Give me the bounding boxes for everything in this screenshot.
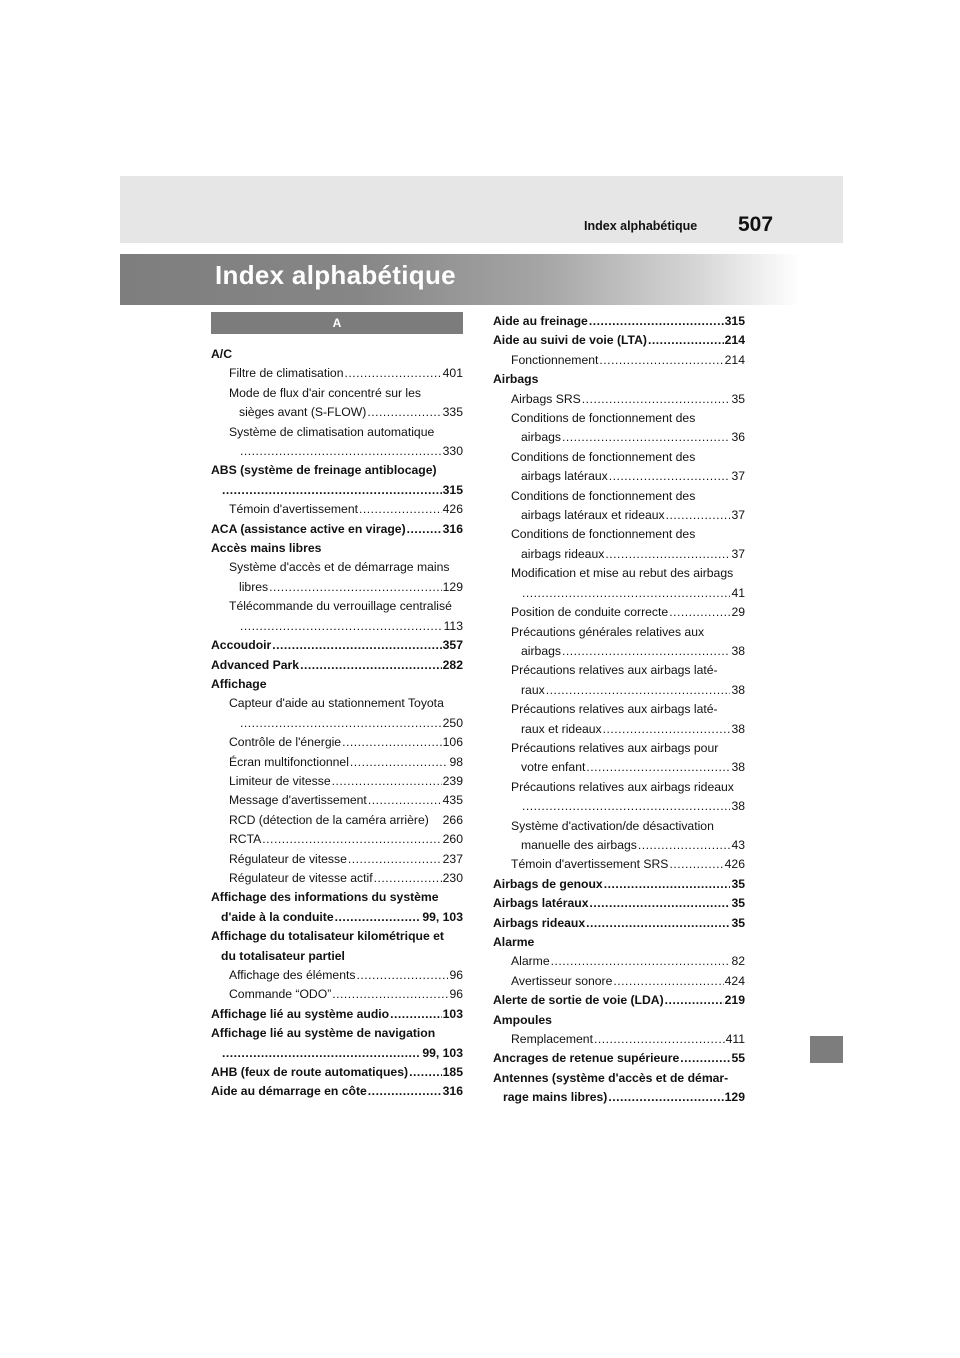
index-list-right xyxy=(493,312,745,1108)
entry-label: Filtre de climatisation xyxy=(229,366,344,381)
entry-label: RCD (détection de la caméra arrière) xyxy=(229,812,429,827)
dot-leader xyxy=(586,914,730,933)
entry-label: Affichage des éléments xyxy=(229,968,356,982)
entry-label: Témoin d'avertissement xyxy=(229,502,358,517)
entry-label: Affichage xyxy=(211,676,267,691)
entry-label: airbags latéraux xyxy=(521,469,608,484)
page-reference[interactable]: 36 xyxy=(731,430,745,445)
index-column-left xyxy=(211,312,463,1102)
entry-label: raux et rideaux xyxy=(521,721,602,736)
entry-label: Régulateur de vitesse actif xyxy=(229,870,373,885)
entry-label: Remplacement xyxy=(511,1032,593,1047)
index-subentry xyxy=(493,487,745,526)
index-entry xyxy=(493,370,745,389)
index-entry xyxy=(493,894,745,913)
entry-text: Précautions générales relatives aux xyxy=(511,624,705,639)
index-subentry xyxy=(211,753,463,772)
index-entry xyxy=(211,1024,463,1063)
dot-leader xyxy=(240,617,443,636)
entry-label: Alerte de sortie de voie (LDA) xyxy=(493,993,664,1008)
dot-leader xyxy=(356,966,448,985)
dot-leader xyxy=(342,733,442,752)
index-entry xyxy=(493,991,745,1010)
dot-leader xyxy=(332,985,448,1004)
index-subentry xyxy=(211,850,463,869)
entry-text: Affichage lié au système de navigation xyxy=(211,1026,436,1041)
section-thumb-tab xyxy=(810,1036,843,1063)
letter-heading: A xyxy=(211,312,463,334)
index-subentry xyxy=(211,985,463,1004)
dot-leader xyxy=(609,467,731,486)
index-entry xyxy=(211,1063,463,1082)
entry-text: Conditions de fonctionnement des xyxy=(511,411,696,426)
dot-leader xyxy=(562,428,730,447)
page-reference[interactable]: 35 xyxy=(731,876,745,891)
entry-label: d'aide à la conduite xyxy=(221,909,334,924)
entry-label: Ancrages de retenue supérieure xyxy=(493,1051,680,1066)
dot-leader xyxy=(269,578,442,597)
index-entry xyxy=(493,875,745,894)
entry-label: Accès mains libres xyxy=(211,541,322,556)
index-entry xyxy=(211,539,463,558)
dot-leader xyxy=(522,797,730,816)
index-entry xyxy=(493,933,745,952)
page-reference[interactable]: 35 xyxy=(731,391,745,406)
entry-label: rage mains libres) xyxy=(503,1090,608,1105)
dot-leader xyxy=(222,481,442,500)
dot-leader xyxy=(669,855,723,874)
index-subentry xyxy=(211,966,463,985)
index-subentry xyxy=(493,525,745,564)
dot-leader xyxy=(222,1044,421,1063)
index-subentry xyxy=(211,811,463,830)
index-entry xyxy=(211,1005,463,1024)
page-reference[interactable]: 214 xyxy=(724,352,745,367)
dot-leader xyxy=(613,972,723,991)
page-reference[interactable]: 219 xyxy=(724,993,745,1008)
page-reference[interactable]: 98 xyxy=(449,754,463,769)
dot-leader xyxy=(546,681,731,700)
index-column-right xyxy=(493,312,745,1108)
index-subentry xyxy=(211,772,463,791)
entry-text: Conditions de fonctionnement des xyxy=(511,527,696,542)
entry-label: Airbags rideaux xyxy=(493,915,586,930)
page-reference[interactable]: 37 xyxy=(731,546,745,561)
entry-label: RCTA xyxy=(229,832,262,847)
index-entry xyxy=(493,1069,745,1108)
dot-leader xyxy=(359,500,442,519)
entry-text: Capteur d'aide au stationnement Toyota xyxy=(229,696,444,711)
entry-text: Système de climatisation automatique xyxy=(229,424,435,439)
entry-label: votre enfant xyxy=(521,760,586,775)
page-reference[interactable]: 230 xyxy=(442,870,463,885)
dot-leader xyxy=(666,506,731,525)
running-header: Index alphabétique xyxy=(584,219,698,233)
entry-label: Position de conduite correcte xyxy=(511,605,669,620)
page-reference[interactable]: 96 xyxy=(449,987,463,1002)
entry-label: Airbags de genoux xyxy=(493,876,603,891)
dot-leader xyxy=(272,636,441,655)
entry-label: Témoin d'avertissement SRS xyxy=(511,857,669,872)
page-reference[interactable]: 38 xyxy=(731,721,745,736)
index-entry xyxy=(211,636,463,655)
page-reference[interactable]: 426 xyxy=(724,857,745,872)
dot-leader xyxy=(374,869,442,888)
index-entry xyxy=(211,888,463,927)
entry-text: Affichage du totalisateur kilométrique et xyxy=(211,929,444,944)
page-reference[interactable]: 129 xyxy=(724,1090,745,1105)
dot-leader xyxy=(638,836,731,855)
entry-label: Affichage lié au système audio xyxy=(211,1006,390,1021)
entry-label: Aide au démarrage en côte xyxy=(211,1084,367,1099)
dot-leader xyxy=(368,1082,442,1101)
page-reference[interactable]: 38 xyxy=(731,799,745,814)
entry-label: AHB (feux de route automatiques) xyxy=(211,1065,409,1080)
dot-leader xyxy=(407,520,442,539)
dot-leader xyxy=(589,312,724,331)
page-reference[interactable]: 357 xyxy=(442,638,463,653)
entry-label: manuelle des airbags xyxy=(521,837,637,852)
index-subentry xyxy=(211,558,463,597)
index-subentry xyxy=(211,423,463,462)
dot-leader xyxy=(348,850,442,869)
entry-label: Ampoules xyxy=(493,1012,552,1027)
dot-leader xyxy=(390,1005,442,1024)
entry-label: Régulateur de vitesse xyxy=(229,851,347,866)
page-reference[interactable]: 38 xyxy=(731,760,745,775)
entry-label: airbags xyxy=(521,430,561,445)
page-reference[interactable]: 266 xyxy=(442,812,463,827)
entry-label: Airbags latéraux xyxy=(493,896,589,911)
index-subentry xyxy=(493,972,745,991)
index-subentry xyxy=(493,855,745,874)
page-reference[interactable]: 37 xyxy=(731,469,745,484)
entry-label: Fonctionnement xyxy=(511,352,599,367)
index-subentry xyxy=(493,351,745,370)
index-subentry xyxy=(493,623,745,662)
entry-label: Airbags xyxy=(493,372,539,387)
dot-leader xyxy=(582,390,731,409)
page-reference[interactable]: 41 xyxy=(731,585,745,600)
header-band xyxy=(120,176,843,243)
index-subentry xyxy=(211,597,463,636)
entry-label: Contrôle de l'énergie xyxy=(229,735,342,750)
page-reference[interactable]: 426 xyxy=(442,502,463,517)
index-subentry xyxy=(493,390,745,409)
dot-leader xyxy=(368,791,442,810)
entry-label: Alarme xyxy=(493,935,535,949)
index-entry xyxy=(493,914,745,933)
index-entry xyxy=(493,1049,745,1068)
page-reference[interactable]: 106 xyxy=(442,735,463,750)
page-reference[interactable]: 96 xyxy=(449,968,463,982)
page-reference[interactable]: 282 xyxy=(442,657,463,672)
index-subentry xyxy=(211,733,463,752)
page-reference[interactable]: 35 xyxy=(731,915,745,930)
entry-label: raux xyxy=(521,682,545,697)
entry-label: Limiteur de vitesse xyxy=(229,773,331,788)
entry-label: Accoudoir xyxy=(211,638,272,653)
dot-leader xyxy=(648,331,724,350)
dot-leader xyxy=(409,1063,442,1082)
dot-leader xyxy=(594,1030,725,1049)
dot-leader xyxy=(669,603,730,622)
index-subentry xyxy=(493,739,745,778)
entry-label: A/C xyxy=(211,347,232,361)
entry-label: Advanced Park xyxy=(211,657,300,672)
dot-leader xyxy=(551,952,731,971)
entry-text: Précautions relatives aux airbags laté- xyxy=(511,702,718,717)
entry-label: du totalisateur partiel xyxy=(221,948,345,963)
index-entry xyxy=(493,1011,745,1030)
dot-leader xyxy=(300,656,442,675)
page-reference[interactable]: 237 xyxy=(442,851,463,866)
entry-text: Conditions de fonctionnement des xyxy=(511,449,696,464)
page-reference[interactable]: 330 xyxy=(442,444,463,459)
entry-label: Alarme xyxy=(511,954,550,969)
page-reference[interactable]: 99, 103 xyxy=(422,1045,463,1060)
page-reference[interactable]: 82 xyxy=(731,954,745,969)
page-reference[interactable]: 185 xyxy=(442,1065,463,1080)
dot-leader xyxy=(604,875,731,894)
index-subentry xyxy=(493,952,745,971)
dot-leader xyxy=(562,642,730,661)
entry-text: Conditions de fonctionnement des xyxy=(511,488,696,503)
index-subentry xyxy=(493,448,745,487)
entry-label: libres xyxy=(239,579,269,594)
index-subentry xyxy=(211,869,463,888)
index-subentry xyxy=(493,778,745,817)
index-entry xyxy=(211,345,463,364)
entry-text: ABS (système de freinage antiblocage) xyxy=(211,463,437,478)
entry-label: airbags xyxy=(521,643,561,658)
index-subentry xyxy=(211,791,463,810)
entry-text: Précautions relatives aux airbags laté- xyxy=(511,663,718,678)
page-reference[interactable]: 316 xyxy=(442,521,463,536)
page-reference[interactable]: 411 xyxy=(725,1032,745,1047)
page-reference[interactable]: 99, 103 xyxy=(422,909,463,924)
dot-leader xyxy=(262,830,441,849)
page-reference[interactable]: 37 xyxy=(731,508,745,523)
page-reference[interactable]: 260 xyxy=(442,832,463,847)
index-entry xyxy=(211,520,463,539)
entry-text: Modification et mise au rebut des airbags xyxy=(511,566,734,581)
entry-label: ACA (assistance active en virage) xyxy=(211,521,406,536)
entry-label: Commande “ODO” xyxy=(229,987,332,1002)
page-reference[interactable]: 55 xyxy=(731,1051,745,1066)
page-reference[interactable]: 315 xyxy=(442,482,463,497)
page-reference[interactable]: 424 xyxy=(724,973,745,988)
index-subentry xyxy=(211,830,463,849)
index-entry xyxy=(211,656,463,675)
page-reference[interactable]: 335 xyxy=(442,405,463,420)
page-reference[interactable]: 435 xyxy=(442,793,463,808)
page-reference[interactable]: 29 xyxy=(731,605,745,620)
page-reference[interactable]: 43 xyxy=(731,837,745,852)
page-reference[interactable]: 401 xyxy=(442,366,463,381)
entry-text: Précautions relatives aux airbags pour xyxy=(511,740,719,755)
index-subentry xyxy=(493,700,745,739)
entry-label: Aide au freinage xyxy=(493,314,588,328)
index-subentry xyxy=(211,364,463,383)
page-reference[interactable]: 239 xyxy=(442,773,463,788)
index-entry xyxy=(211,675,463,694)
dot-leader xyxy=(350,753,449,772)
entry-label: sièges avant (S-FLOW) xyxy=(239,405,367,420)
entry-text: Mode de flux d'air concentré sur les xyxy=(229,385,422,400)
dot-leader xyxy=(680,1049,730,1068)
entry-text: Affichage des informations du système xyxy=(211,890,439,905)
page-reference[interactable]: 214 xyxy=(724,333,745,348)
index-subentry xyxy=(493,1030,745,1049)
index-entry xyxy=(493,312,745,331)
dot-leader xyxy=(335,908,422,927)
page-reference[interactable]: 38 xyxy=(731,643,745,658)
page-reference[interactable]: 38 xyxy=(731,682,745,697)
index-subentry xyxy=(211,384,463,423)
dot-leader xyxy=(240,442,442,461)
dot-leader xyxy=(332,772,442,791)
dot-leader xyxy=(599,351,723,370)
entry-text: Système d'activation/de désactivation xyxy=(511,818,714,833)
dot-leader xyxy=(522,584,730,603)
entry-text: Système d'accès et de démarrage mains xyxy=(229,560,450,575)
entry-label: airbags rideaux xyxy=(521,546,605,561)
page-reference[interactable]: 315 xyxy=(724,314,745,328)
entry-label: Écran multifonctionnel xyxy=(229,754,349,769)
index-entry xyxy=(493,331,745,350)
index-subentry xyxy=(493,661,745,700)
entry-label: airbags latéraux et rideaux xyxy=(521,508,665,523)
index-subentry xyxy=(493,603,745,622)
dot-leader xyxy=(240,714,442,733)
entry-label: Airbags SRS xyxy=(511,391,581,406)
index-subentry xyxy=(211,500,463,519)
dot-leader xyxy=(603,720,731,739)
page-reference[interactable]: 129 xyxy=(442,579,463,594)
entry-text: Antennes (système d'accès et de démar- xyxy=(493,1070,729,1085)
entry-text: Télécommande du verrouillage centralisé xyxy=(229,599,452,614)
index-subentry xyxy=(211,694,463,733)
page-number: 507 xyxy=(738,213,774,236)
page-reference[interactable]: 316 xyxy=(442,1084,463,1099)
index-entry xyxy=(211,1082,463,1101)
entry-label: Aide au suivi de voie (LTA) xyxy=(493,333,647,348)
page-reference[interactable]: 113 xyxy=(443,618,463,633)
dot-leader xyxy=(590,894,731,913)
index-entry xyxy=(211,927,463,966)
index-subentry xyxy=(493,564,745,603)
dot-leader xyxy=(344,364,441,383)
index-entry xyxy=(211,461,463,500)
page-title: Index alphabétique xyxy=(215,260,456,290)
page-reference[interactable]: 103 xyxy=(442,1006,463,1021)
dot-leader xyxy=(586,758,730,777)
dot-leader xyxy=(608,1088,723,1107)
page-reference[interactable]: 35 xyxy=(731,896,745,911)
entry-label: Avertisseur sonore xyxy=(511,973,613,988)
index-list-left xyxy=(211,345,463,1102)
index-subentry xyxy=(493,817,745,856)
entry-label: Message d'avertissement xyxy=(229,793,367,808)
page-reference[interactable]: 250 xyxy=(442,715,463,730)
index-subentry xyxy=(493,409,745,448)
entry-text: Précautions relatives aux airbags rideaux xyxy=(511,779,734,794)
dot-leader xyxy=(367,403,441,422)
dot-leader xyxy=(605,545,730,564)
dot-leader xyxy=(665,991,724,1010)
